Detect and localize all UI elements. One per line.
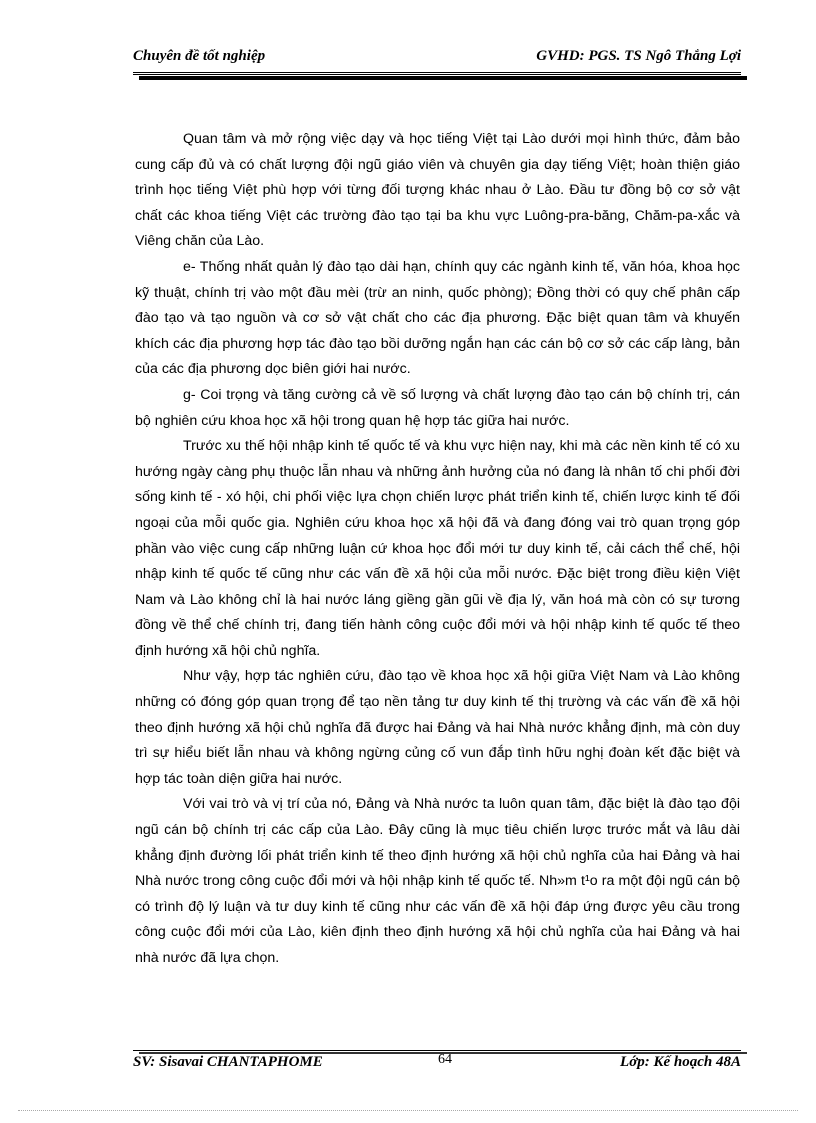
- footer-class: Lớp: Kế hoạch 48A: [620, 1054, 741, 1070]
- page-header: [133, 48, 741, 70]
- header-advisor: GVHD: PGS. TS Ngô Thắng Lợi: [536, 48, 741, 64]
- page-edge-dotted-line: [18, 1110, 798, 1111]
- footer-divider: [133, 1050, 741, 1051]
- paragraph: Với vai trò và vị trí của nó, Đảng và Nhà nước ta luôn quan tâm, đặc biệt là đào tạo đội ngũ cán bộ chính trị các cấp của Lào. Đây cũng là mục tiêu chiến lược trước mắt và lâu dài khẳng định đường lối phát triển kinh tế theo định hướng xã hội chủ nghĩa của hai Đảng và hai Nhà nước trong công cuộc đổi mới và hội nhập kinh tế quốc tế. Nh»m t¹o ra một đội ngũ cán bộ có trình độ lý luận và tư duy kinh tế cũng như các vấn đề xã hội đáp ứng được yêu cầu trong công cuộc đổi mới của Lào, kiên định theo định hướng xã hội chủ nghĩa của hai Đảng và hai nhà nước đã lựa chọn.: [135, 796, 740, 966]
- header-shadow-bar: [139, 76, 747, 80]
- footer-student: SV: Sisavai CHANTAPHOME: [133, 1054, 323, 1070]
- page-number: 64: [438, 1052, 452, 1067]
- header-divider: [133, 72, 741, 75]
- body-text: [135, 127, 740, 972]
- paragraph: e- Thống nhất quản lý đào tạo dài hạn, chính quy các ngành kinh tế, văn hóa, khoa học kỹ thuật, chính trị vào một đầu mèi (trừ an ninh, quốc phòng); Đồng thời có quy chế phân cấp đào tạo và tạo nguồn và cơ sở vật chất cho các địa phương. Đặc biệt quan tâm và khuyến khích các địa phương hợp tác đào tạo bồi dưỡng ngắn hạn các cán bộ cơ sở các cấp làng, bản của các địa phương dọc biên giới hai nước.: [135, 258, 740, 378]
- paragraph: Quan tâm và mở rộng việc dạy và học tiếng Việt tại Lào dưới mọi hình thức, đảm bảo cung cấp đủ và có chất lượng đội ngũ giáo viên và chuyên gia dạy tiếng Việt; hoàn thiện giáo trình học tiếng Việt phù hợp với từng đối tượng khác nhau ở Lào. Đầu tư đồng bộ cơ sở vật chất các khoa tiếng Việt các trường đào tạo tại ba khu vực Luông-pra-băng, Chăm-pa-xắc và Viêng chăn của Lào.: [135, 131, 740, 250]
- paragraph: g- Coi trọng và tăng cường cả về số lượng và chất lượng đào tạo cán bộ chính trị, cán bộ nghiên cứu khoa học xã hội trong quan hệ hợp tác giữa hai nước.: [135, 386, 740, 429]
- paragraph: Trước xu thế hội nhập kinh tế quốc tế và khu vực hiện nay, khi mà các nền kinh tế có xu hướng ngày càng phụ thuộc lẫn nhau và những ảnh hưởng của nó đang là nhân tố chi phối đời sống kinh tế - xó hội, chi phối việc lựa chọn chiến lược phát triển kinh tế, chiến lược kinh tế đối ngoại của mỗi quốc gia. Nghiên cứu khoa học xã hội đã và đang đóng vai trò quan trọng góp phần vào việc cung cấp những luận cứ khoa học đổi mới tư duy kinh tế, cải cách thể chế, hội nhập kinh tế quốc tế cũng như các vấn đề xã hội của mỗi nước. Đặc biệt trong điều kiện Việt Nam và Lào không chỉ là hai nước láng giềng gần gũi về địa lý, văn hoá mà còn có sự tương đồng về thể chế chính trị, đang tiến hành công cuộc đổi mới và hội nhập kinh tế quốc tế theo định hướng xã hội chủ nghĩa.: [135, 438, 740, 659]
- paragraph: Như vậy, hợp tác nghiên cứu, đào tạo về khoa học xã hội giữa Việt Nam và Lào không những có đóng góp quan trọng để tạo nền tảng tư duy kinh tế thị trường và các vấn đề xã hội theo định hướng xã hội chủ nghĩa đã được hai Đảng và hai Nhà nước khẳng định, mà còn duy trì sự hiểu biết lẫn nhau và không ngừng củng cố vun đắp tình hữu nghị đoàn kết đặc biệt và hợp tác toàn diện giữa hai nước.: [135, 668, 740, 787]
- page-footer: [133, 1054, 741, 1076]
- header-title: Chuyên đề tốt nghiệp: [133, 48, 266, 64]
